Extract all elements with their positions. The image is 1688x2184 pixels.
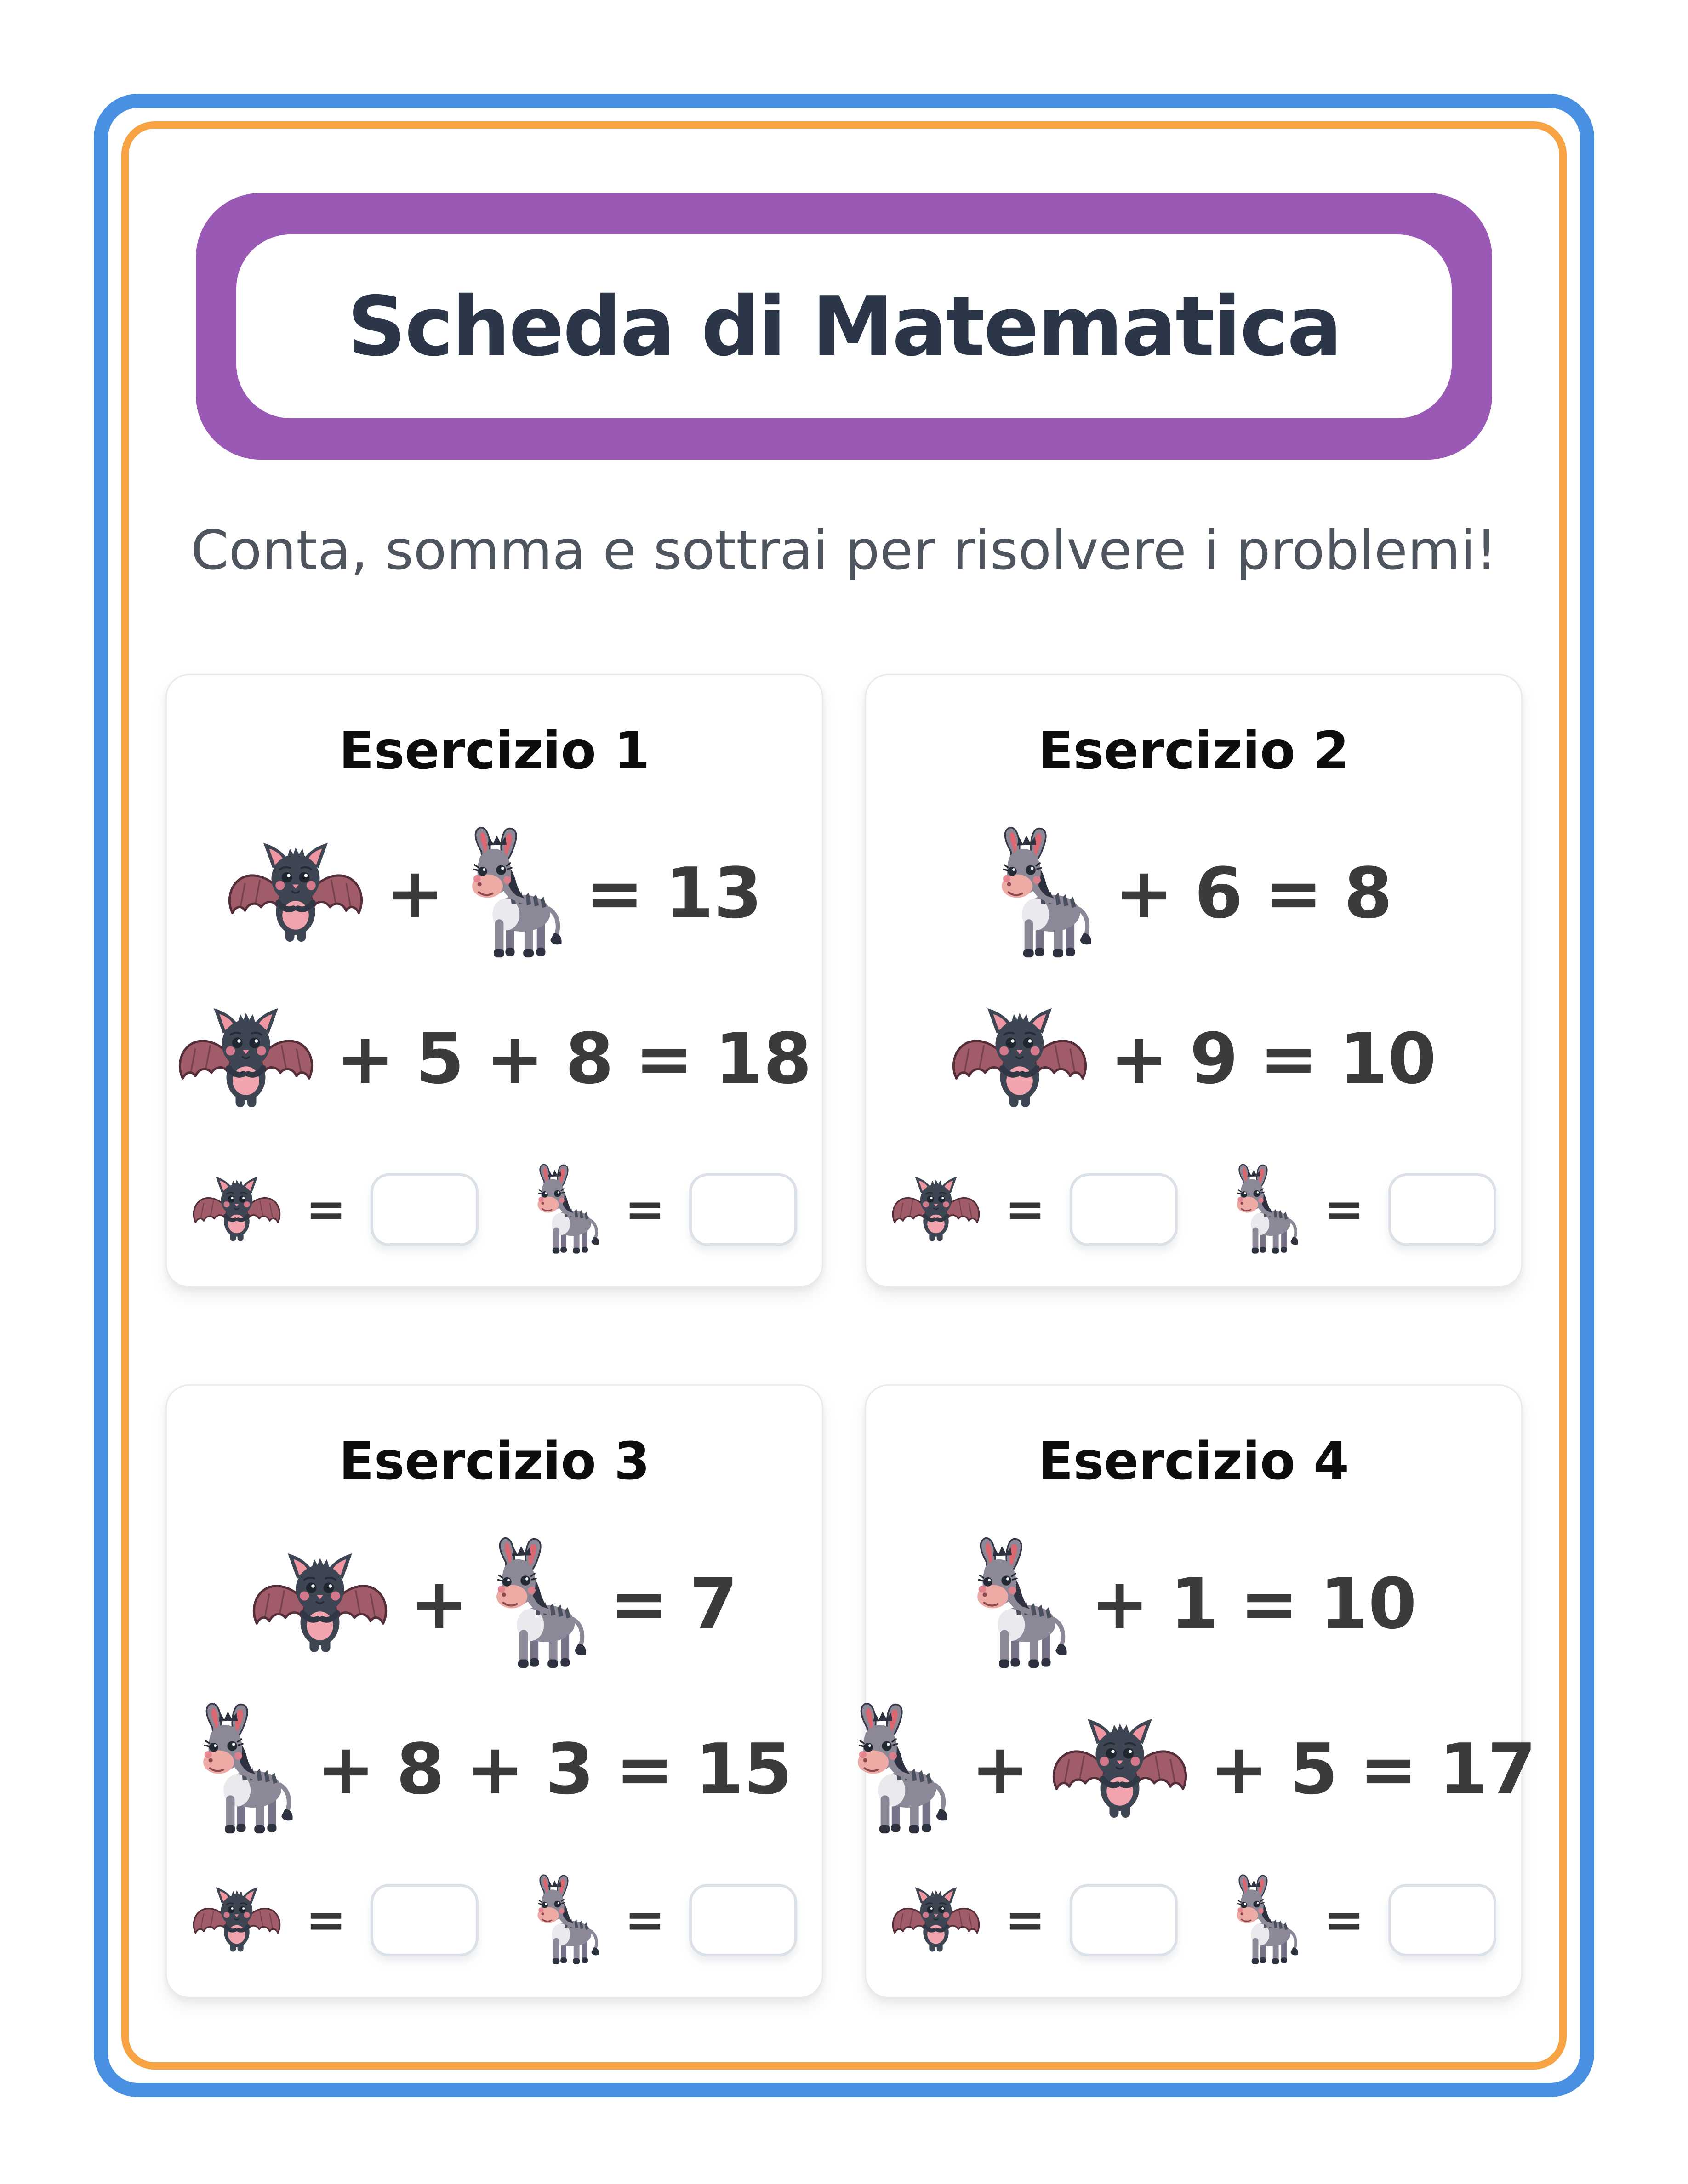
plus-operator: + bbox=[1110, 1018, 1169, 1099]
plus-operator: + bbox=[1090, 1563, 1149, 1644]
answers-row bbox=[192, 1160, 798, 1259]
equals-operator: = bbox=[1359, 1729, 1418, 1810]
equation-row bbox=[951, 985, 1436, 1132]
plus-operator: + bbox=[485, 1018, 544, 1099]
plus-operator: + bbox=[385, 853, 445, 934]
equation-row bbox=[227, 820, 762, 967]
exercise-card bbox=[865, 674, 1523, 1288]
exercise-title: Esercizio 1 bbox=[339, 721, 650, 781]
bat-icon bbox=[951, 1006, 1089, 1112]
equation-rows bbox=[190, 820, 812, 1132]
donkey-answer-pair bbox=[1232, 1873, 1497, 1968]
bat-icon bbox=[192, 1886, 282, 1955]
plus-operator: + bbox=[1114, 853, 1174, 934]
page-title: Scheda di Matematica bbox=[347, 279, 1341, 374]
equation-row bbox=[970, 1530, 1417, 1678]
equation-row bbox=[851, 1696, 1536, 1843]
bat-answer-pair bbox=[891, 1884, 1178, 1956]
equation-number: 6 bbox=[1194, 853, 1243, 934]
donkey-icon bbox=[533, 1873, 601, 1968]
answer-input-box[interactable] bbox=[689, 1173, 797, 1246]
exercise-card bbox=[165, 674, 823, 1288]
answer-input-box[interactable] bbox=[1070, 1884, 1178, 1956]
equals-operator: = bbox=[585, 853, 644, 934]
donkey-icon bbox=[970, 1535, 1069, 1673]
bat-answer-pair bbox=[192, 1884, 479, 1956]
plus-operator: + bbox=[971, 1729, 1030, 1810]
bat-icon bbox=[251, 1551, 389, 1657]
equation-row bbox=[995, 820, 1392, 967]
cards-column-2 bbox=[865, 674, 1536, 1998]
donkey-icon bbox=[465, 825, 564, 962]
equation-number: 5 bbox=[416, 1018, 465, 1099]
equation-number: 8 bbox=[1344, 853, 1393, 934]
equation-number: 5 bbox=[1289, 1729, 1338, 1810]
donkey-icon bbox=[1232, 1873, 1300, 1968]
answers-row bbox=[891, 1160, 1497, 1259]
title-pill bbox=[236, 234, 1452, 418]
plus-operator: + bbox=[336, 1018, 395, 1099]
answers-row bbox=[891, 1871, 1497, 1969]
answers-row bbox=[192, 1871, 798, 1969]
equals-operator: = bbox=[1004, 1891, 1046, 1948]
equation-number: 8 bbox=[396, 1729, 445, 1810]
answer-input-box[interactable] bbox=[1388, 1173, 1496, 1246]
bat-icon bbox=[192, 1175, 282, 1244]
equals-operator: = bbox=[1323, 1181, 1365, 1238]
plus-operator: + bbox=[410, 1563, 469, 1644]
donkey-icon bbox=[851, 1701, 950, 1838]
donkey-icon bbox=[196, 1701, 295, 1838]
equals-operator: = bbox=[305, 1891, 347, 1948]
equals-operator: = bbox=[305, 1181, 347, 1238]
equals-operator: = bbox=[1264, 853, 1323, 934]
equation-number: 8 bbox=[565, 1018, 614, 1099]
exercise-grid bbox=[128, 674, 1560, 1998]
plus-operator: + bbox=[316, 1729, 375, 1810]
donkey-icon bbox=[995, 825, 1094, 962]
donkey-answer-pair bbox=[1232, 1162, 1497, 1257]
bat-icon bbox=[1051, 1717, 1189, 1822]
equals-operator: = bbox=[624, 1181, 666, 1238]
equals-operator: = bbox=[635, 1018, 694, 1099]
equals-operator: = bbox=[624, 1891, 666, 1948]
equals-operator: = bbox=[610, 1563, 668, 1644]
equation-number: 9 bbox=[1189, 1018, 1238, 1099]
equation-number: 1 bbox=[1170, 1563, 1219, 1644]
equation-number: 15 bbox=[695, 1729, 793, 1810]
equation-number: 10 bbox=[1339, 1018, 1437, 1099]
bat-answer-pair bbox=[891, 1173, 1178, 1246]
answer-input-box[interactable] bbox=[371, 1884, 479, 1956]
worksheet-content bbox=[128, 128, 1560, 2070]
donkey-answer-pair bbox=[533, 1873, 798, 1968]
equation-number: 17 bbox=[1439, 1729, 1536, 1810]
equals-operator: = bbox=[1004, 1181, 1046, 1238]
donkey-icon bbox=[490, 1535, 588, 1673]
bat-icon bbox=[177, 1006, 315, 1112]
donkey-answer-pair bbox=[533, 1162, 798, 1257]
answer-input-box[interactable] bbox=[1070, 1173, 1178, 1246]
title-banner bbox=[196, 193, 1492, 460]
donkey-icon bbox=[533, 1162, 601, 1257]
equation-row bbox=[177, 985, 812, 1132]
bat-answer-pair bbox=[192, 1173, 479, 1246]
plus-operator: + bbox=[466, 1729, 525, 1810]
answer-input-box[interactable] bbox=[371, 1173, 479, 1246]
equation-number: 13 bbox=[665, 853, 763, 934]
donkey-icon bbox=[1232, 1162, 1300, 1257]
equation-number: 10 bbox=[1319, 1563, 1417, 1644]
exercise-title: Esercizio 4 bbox=[1038, 1432, 1349, 1491]
exercise-title: Esercizio 3 bbox=[339, 1432, 650, 1491]
equation-row bbox=[196, 1696, 792, 1843]
bat-icon bbox=[227, 841, 365, 946]
equation-number: 18 bbox=[714, 1018, 812, 1099]
equals-operator: = bbox=[615, 1729, 674, 1810]
exercise-card bbox=[165, 1384, 823, 1998]
answer-input-box[interactable] bbox=[1388, 1884, 1496, 1956]
equation-rows bbox=[889, 820, 1498, 1132]
plus-operator: + bbox=[1209, 1729, 1269, 1810]
answer-input-box[interactable] bbox=[689, 1884, 797, 1956]
instructions-text: Conta, somma e sottrai per risolvere i problemi! bbox=[190, 518, 1498, 582]
equals-operator: = bbox=[1240, 1563, 1299, 1644]
bat-icon bbox=[891, 1886, 981, 1955]
equation-rows bbox=[889, 1530, 1536, 1843]
exercise-card bbox=[865, 1384, 1536, 1998]
equals-operator: = bbox=[1323, 1891, 1365, 1948]
exercise-title: Esercizio 2 bbox=[1038, 721, 1349, 781]
equals-operator: = bbox=[1259, 1018, 1318, 1099]
equation-row bbox=[251, 1530, 738, 1678]
cards-column-1 bbox=[165, 674, 823, 1998]
equation-number: 7 bbox=[689, 1563, 738, 1644]
equation-number: 3 bbox=[545, 1729, 594, 1810]
equation-rows bbox=[190, 1530, 799, 1843]
bat-icon bbox=[891, 1175, 981, 1244]
